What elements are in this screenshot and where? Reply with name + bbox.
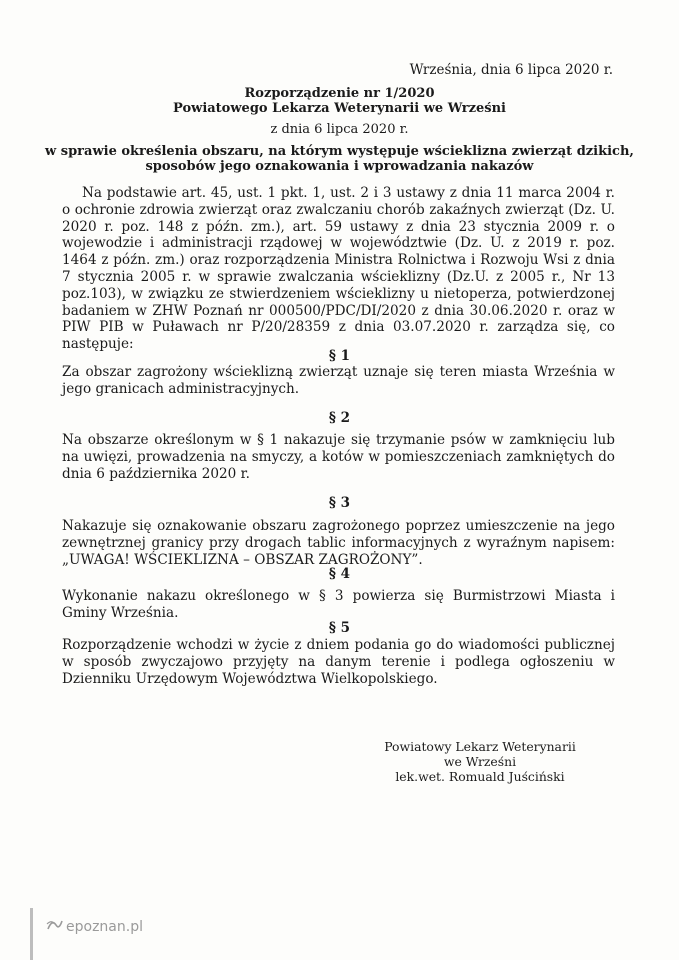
title-line-1: Rozporządzenie nr 1/2020 — [244, 86, 435, 101]
footer-rule — [30, 908, 33, 960]
section-2-heading: § 2 — [328, 410, 351, 426]
section-5-heading: § 5 — [328, 620, 351, 636]
section-5-text: Rozporządzenie wchodzi w życie z dniem podania go do wiadomości publicznej w sposób zwyczajowo przyjęty na danym terenie i podlega ogłoszeniu w Dzienniku Urzędowym Województwa Wielkopolskiego. — [62, 637, 615, 687]
title-date: z dnia 6 lipca 2020 r. — [270, 122, 409, 137]
signature-title: Powiatowy Lekarz Weterynarii — [384, 739, 576, 754]
watermark-text: epoznan.pl — [66, 919, 143, 935]
signature-block — [380, 739, 580, 784]
place-date: Września, dnia 6 lipca 2020 r. — [409, 62, 613, 78]
document-title — [0, 86, 679, 116]
watermark — [46, 918, 143, 936]
signature-office: we Wrześni — [443, 754, 517, 769]
section-1-text: Za obszar zagrożony wścieklizną zwierząt uznaje się teren miasta Września w jego granicach administracyjnych. — [62, 364, 615, 397]
section-4-heading: § 4 — [328, 566, 351, 582]
section-3-heading: § 3 — [328, 495, 351, 511]
document-subject — [0, 144, 679, 174]
title-line-2: Powiatowego Lekarza Weterynarii we Wrześni — [173, 101, 506, 116]
signature-name: lek.wet. Romuald Juściński — [395, 769, 565, 784]
section-4-text: Wykonanie nakazu określonego w § 3 powierza się Burmistrzowi Miasta i Gminy Września. — [62, 588, 615, 621]
section-1-heading: § 1 — [328, 348, 351, 364]
subject-line-1: w sprawie określenia obszaru, na którym występuje wścieklizna zwierząt dzikich, — [45, 144, 634, 159]
section-3-text: Nakazuje się oznakowanie obszaru zagrożonego poprzez umieszczenie na jego zewnętrznej granicy przy drogach tablic informacyjnych z wyraźnym napisem: „UWAGA! WŚCIEKLIZNA – OBSZAR ZAGROŻONY”. — [62, 518, 615, 568]
section-2-text: Na obszarze określonym w § 1 nakazuje się trzymanie psów w zamknięciu lub na uwięzi, prowadzenia na smyczy, a kotów w pomieszczeniach zamkniętych do dnia 6 października 2020 r. — [62, 432, 615, 482]
watermark-logo-icon — [46, 918, 64, 936]
subject-line-2: sposobów jego oznakowania i wprowadzania nakazów — [145, 159, 534, 174]
intro-paragraph: Na podstawie art. 45, ust. 1 pkt. 1, ust. 2 i 3 ustawy z dnia 11 marca 2004 r. o ochronie zdrowia zwierząt oraz zwalczaniu chorób zakaźnych zwierząt (Dz. U. 2020 r. poz. 148 z późn. zm.), art. 59 ustawy z dnia 23 stycznia 2009 r. o wojewodzie i administracji rządowej w województwie (Dz. U. z 2019 r. poz. 1464 z późn. zm.) oraz rozporządzenia Ministra Rolnictwa i Rozwoju Wsi z dnia 7 stycznia 2005 r. w sprawie zwalczania wścieklizny (Dz.U. z 2005 r., Nr 13 poz.103), w związku ze stwierdzeniem wścieklizny u nietoperza, potwierdzonej badaniem w ZHW Poznań nr 000500/PDC/DI/2020 z dnia 30.06.2020 r. oraz w PIW PIB w Puławach nr P/20/28359 z dnia 03.07.2020 r. zarządza się, co następuje: — [62, 185, 615, 353]
